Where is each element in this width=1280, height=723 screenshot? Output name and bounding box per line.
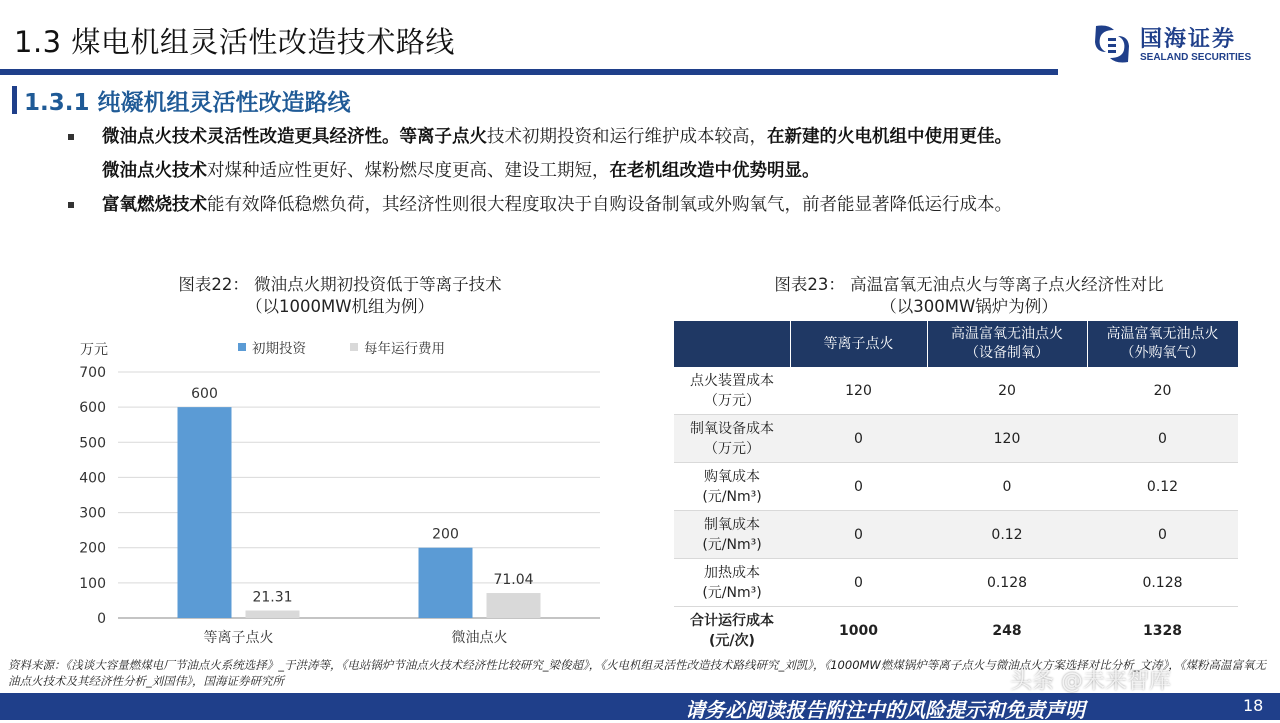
bullet-span: 技术初期投资和运行维护成本较高，: [487, 127, 767, 147]
table-cell: 120: [790, 367, 927, 415]
table-cell: 20: [1087, 367, 1238, 415]
sealand-logo-icon: [1092, 22, 1132, 66]
x-tick-label: 等离子点火: [203, 630, 274, 646]
bullet-span: 等离子点火: [399, 127, 487, 147]
legend-label: 每年运行费用: [364, 341, 445, 357]
figure23-caption-line2: （以300MW锅炉为例）: [880, 297, 1058, 316]
table-row: [674, 511, 1238, 559]
x-tick-label: 微油点火: [451, 630, 508, 646]
page-title: 1.3 煤电机组灵活性改造技术路线: [14, 25, 455, 59]
table-cell: 0: [927, 463, 1087, 511]
logo-chinese-name: 国海证券: [1140, 27, 1237, 52]
table-cell: 0: [790, 511, 927, 559]
figure23-caption: [674, 274, 1264, 318]
table-cell: 0: [790, 463, 927, 511]
y-tick-label: 0: [97, 611, 106, 627]
table-row-label: 制氧成本 (元/Nm³): [674, 511, 790, 559]
bullet-span: 富氧燃烧技术: [102, 195, 207, 215]
table-header-row: [674, 321, 1238, 367]
table-cell: 0.12: [1087, 463, 1238, 511]
y-tick-label: 400: [79, 470, 106, 487]
bullet-marker: [68, 202, 74, 208]
disclaimer: 请务必阅读报告附注中的风险提示和免责声明: [685, 698, 1085, 722]
figure22-caption-line1: 图表22： 微油点火期初投资低于等离子技术: [178, 275, 502, 294]
table-cell: 0.12: [927, 511, 1087, 559]
bullet-line: [102, 120, 1012, 154]
page-number: 18: [1243, 696, 1264, 715]
table-cell: 0.128: [1087, 559, 1238, 607]
bar: [246, 611, 300, 618]
table-cell: 1000: [790, 607, 927, 655]
table-header-cell: 高温富氧无油点火 （设备制氧）: [927, 321, 1087, 367]
table-row: [674, 415, 1238, 463]
data-label: 71.04: [493, 572, 534, 589]
bullet-text: [102, 188, 1012, 222]
table-cell: 0: [790, 415, 927, 463]
figure22-caption: [60, 274, 620, 318]
figure22-caption-line2: （以1000MW机组为例）: [245, 297, 435, 316]
y-tick-label: 200: [79, 540, 106, 557]
y-tick-label: 300: [79, 505, 106, 522]
table-header-cell: [674, 321, 790, 367]
logo-english-name: SEALAND SECURITIES: [1140, 52, 1252, 63]
table-row: [674, 559, 1238, 607]
table-cell: 20: [927, 367, 1087, 415]
bullet-span: 对煤种适应性更好、煤粉燃尽度更高、建设工期短，: [207, 161, 610, 181]
table-header-cell: 高温富氧无油点火 （外购氧气）: [1087, 321, 1238, 367]
bullet-text: [102, 120, 1012, 188]
bullet-line: [102, 154, 1012, 188]
bullet-line: [102, 188, 1012, 222]
table-cell: 0.128: [927, 559, 1087, 607]
table-total-row: [674, 607, 1238, 655]
title-divider: [0, 69, 1058, 75]
bullet-span: 在老机组改造中优势明显。: [609, 161, 820, 181]
table-row: [674, 367, 1238, 415]
bullet-span: 微油点火技术: [102, 161, 207, 181]
watermark: 头条 @未来智库: [1010, 669, 1171, 694]
investment-bar-chart: [60, 326, 620, 656]
table-row-label: 购氧成本 (元/Nm³): [674, 463, 790, 511]
table-row-label: 点火装置成本 （万元）: [674, 367, 790, 415]
table-row: [674, 463, 1238, 511]
section-marker: [12, 86, 17, 114]
bullet-span: 在新建的火电机组中使用更佳。: [767, 127, 1012, 147]
table-cell: 0: [1087, 511, 1238, 559]
legend-swatch: [350, 343, 358, 351]
bar: [487, 593, 541, 618]
table-cell: 0: [1087, 415, 1238, 463]
y-tick-label: 100: [79, 575, 106, 592]
table-cell: 0: [790, 559, 927, 607]
data-label: 200: [432, 526, 459, 543]
legend-label: 初期投资: [252, 341, 306, 357]
y-axis-unit-label: 万元: [80, 342, 108, 358]
section-title: 1.3.1 纯凝机组灵活性改造路线: [24, 90, 351, 116]
source-note: 资料来源：《浅谈大容量燃煤电厂节油点火系统选择》_于洪涛等，《电站锅炉节油点火技术经济性比较研究_梁俊超》，《火电机组灵活性改造技术路线研究_刘凯》，《1000MW燃煤锅炉等离子点火与微油点火方案选择对比分析_文涛》，《煤粉高温富氧无油点火技术及其经济性分析_刘国伟》，国海证券研究所: [8, 658, 1267, 688]
figure23-caption-line1: 图表23： 高温富氧无油点火与等离子点火经济性对比: [774, 275, 1164, 294]
table-header-cell: 等离子点火: [790, 321, 927, 367]
table-cell: 1328: [1087, 607, 1238, 655]
table-cell: 248: [927, 607, 1087, 655]
y-tick-label: 700: [79, 365, 106, 381]
footer-bar: [0, 693, 1280, 720]
bullet-marker: [68, 134, 74, 140]
data-label: 600: [191, 386, 218, 403]
bar: [419, 548, 473, 618]
economics-comparison-table: [674, 321, 1239, 654]
table-row-label: 制氧设备成本 （万元）: [674, 415, 790, 463]
legend-swatch: [238, 343, 246, 351]
y-tick-label: 600: [79, 400, 106, 417]
table-row-label: 合计运行成本 (元/次): [674, 607, 790, 655]
company-logo: [1092, 22, 1272, 68]
table-row-label: 加热成本 (元/Nm³): [674, 559, 790, 607]
bar: [178, 407, 232, 618]
bullet-span: 微油点火技术灵活性改造更具经济性。: [102, 127, 400, 147]
table-cell: 120: [927, 415, 1087, 463]
y-tick-label: 500: [79, 435, 106, 452]
bullet-span: 能有效降低稳燃负荷，其经济性则很大程度取决于自购设备制氧或外购氧气，前者能显著降低运行成本。: [207, 195, 1012, 215]
data-label: 21.31: [252, 589, 293, 606]
